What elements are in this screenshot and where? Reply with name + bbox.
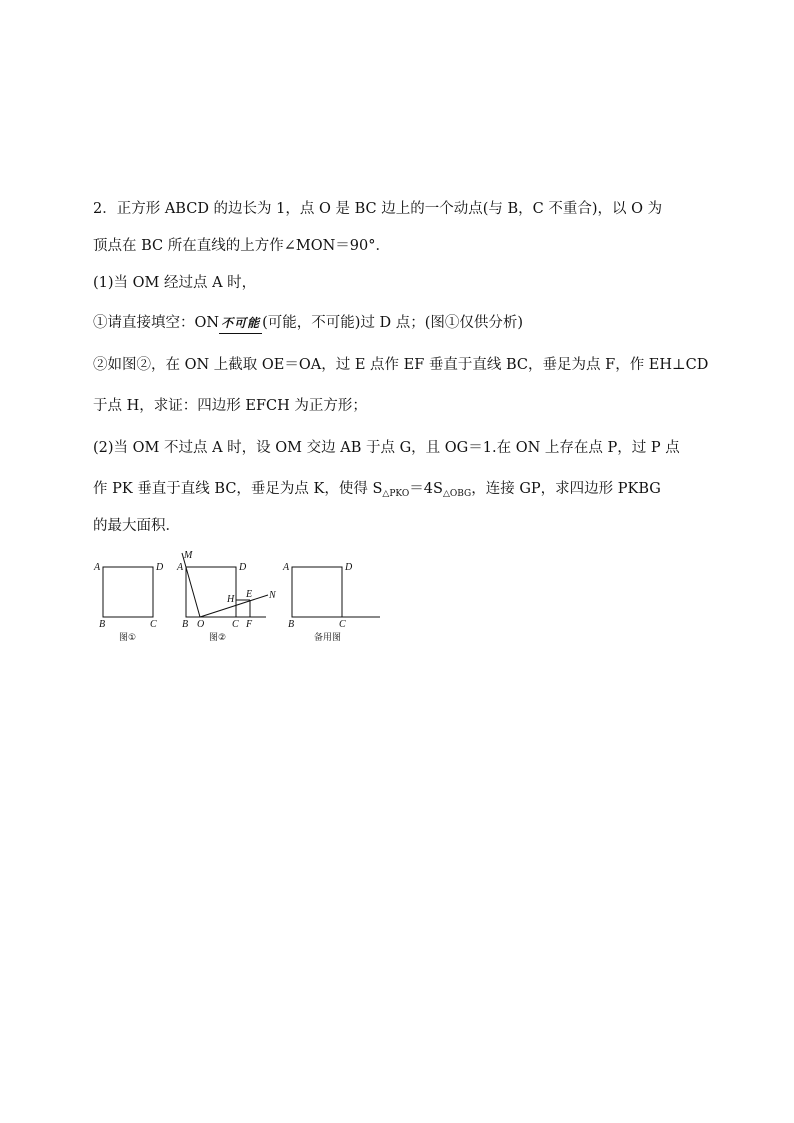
fig2-label-d: D: [239, 562, 247, 573]
problem-line-1: 2．正方形 ABCD 的边长为 1，点 O 是 BC 边上的一个动点(与 B，C 不重合)，以 O 为: [93, 201, 663, 217]
figure-2: [176, 550, 277, 643]
fig1-label-b: B: [99, 619, 106, 630]
part2-line-3: 的最大面积．: [93, 518, 180, 534]
part2-line-1: (2)当 OM 不过点 A 时，设 OM 交边 AB 于点 G，且 OG＝1.在 ON 上存在点 P，过 P 点: [93, 440, 680, 456]
figure-3: [282, 562, 380, 643]
fig1-label-a: A: [94, 562, 101, 573]
fig2-square: [186, 567, 236, 617]
fig3-label-a: A: [283, 562, 290, 573]
part1-question-1: [93, 313, 523, 334]
fig1-caption: 图①: [119, 633, 137, 643]
problem-line-2: 顶点在 BC 所在直线的上方作∠MON＝90°．: [93, 238, 391, 254]
fig2-label-c: C: [232, 619, 239, 630]
fig2-label-e: E: [246, 589, 253, 600]
fig3-label-d: D: [345, 562, 353, 573]
area-condition-text: 作 PK 垂直于直线 BC，垂足为点 K，使得 S: [93, 481, 383, 497]
fig2-label-a: A: [177, 562, 184, 573]
part2-line-2: [93, 479, 661, 499]
fill-in-answer: 不可能: [219, 313, 262, 334]
fig3-square: [292, 567, 342, 617]
fig2-label-n: N: [269, 590, 276, 601]
fig2-label-m: M: [184, 550, 193, 561]
fill-options: (可能，不可能)过 D 点；(图①仅供分析): [262, 315, 524, 331]
fig2-label-o: O: [197, 619, 205, 630]
fig3-caption: 备用图: [314, 633, 342, 643]
area-subscript-obg: △OBG: [442, 489, 472, 499]
fig3-label-b: B: [288, 619, 295, 630]
figure-1: [93, 562, 164, 643]
part1-question-2-cont: 于点 H，求证：四边形 EFCH 为正方形；: [93, 398, 367, 414]
fig2-ray-om: [182, 553, 200, 617]
part1-question-2: ②如图②，在 ON 上截取 OE＝OA，过 E 点作 EF 垂直于直线 BC，垂足为点 F，作 EH⊥CD: [93, 357, 709, 373]
fig1-label-c: C: [150, 619, 157, 630]
area-subscript-pko: △PKO: [382, 489, 410, 499]
fig2-caption: 图②: [209, 633, 227, 643]
area-condition-rest: ，连接 GP，求四边形 PKBG: [471, 481, 661, 497]
fill-prompt: ①请直接填空：ON: [93, 315, 220, 331]
fig3-label-c: C: [339, 619, 346, 630]
fig2-label-h: H: [227, 594, 235, 605]
fig1-square: [103, 567, 153, 617]
fig2-label-f: F: [246, 619, 253, 630]
part1-heading: (1)当 OM 经过点 A 时，: [93, 275, 257, 291]
figures-row: [0, 545, 794, 655]
fig2-label-b: B: [182, 619, 189, 630]
fig1-label-d: D: [156, 562, 164, 573]
area-equals: ＝4S: [409, 481, 443, 497]
